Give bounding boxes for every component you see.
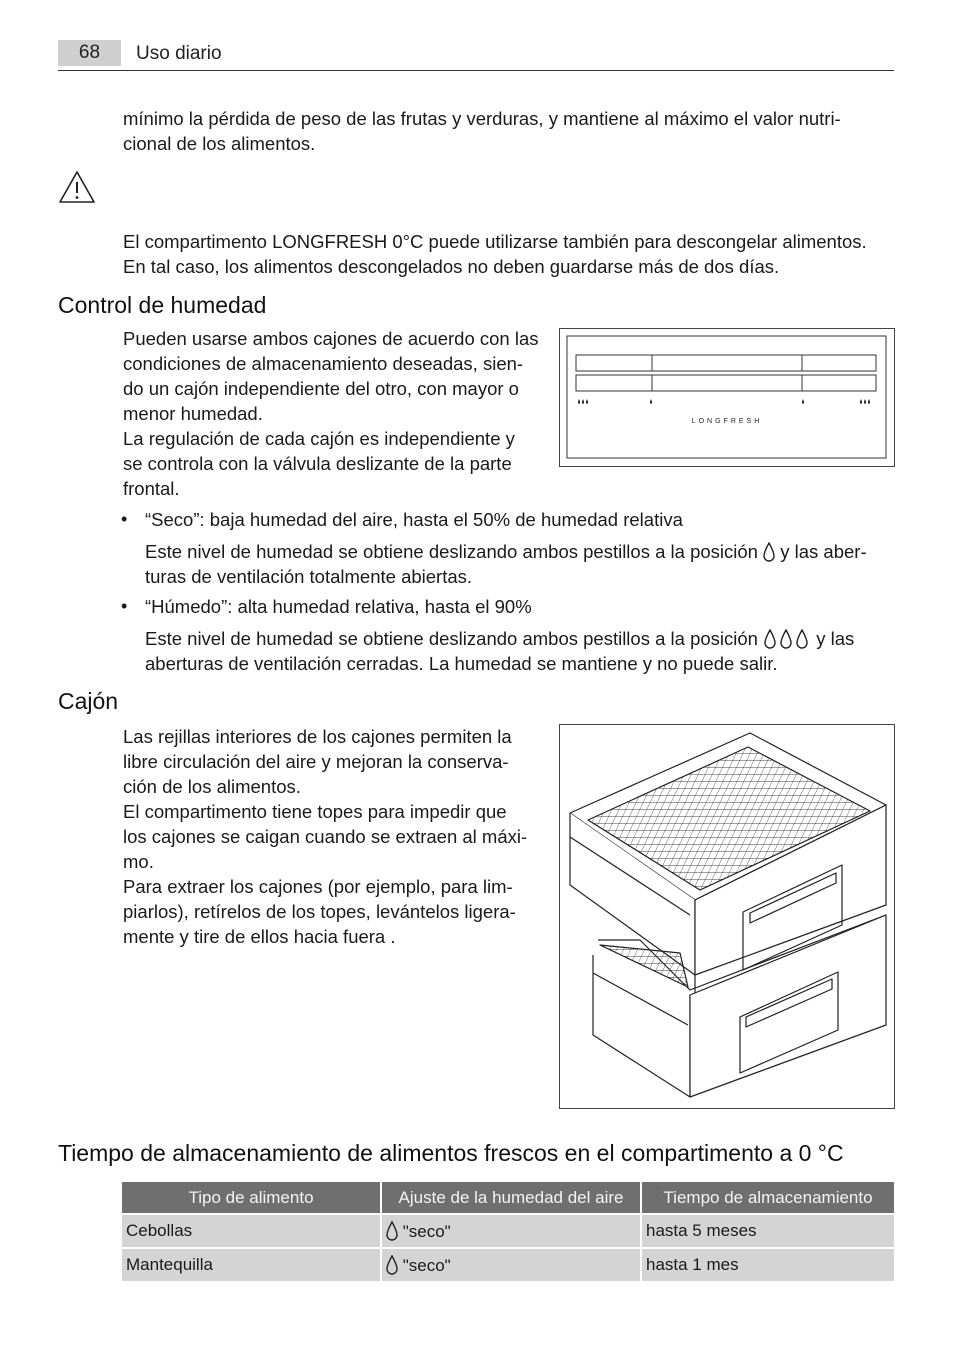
bullet-dry: “Seco”: baja humedad del aire, hasta el 50% de humedad relativa bbox=[145, 509, 683, 530]
humidity-cell bbox=[382, 1215, 640, 1247]
storage-table bbox=[120, 1180, 896, 1283]
header-section-title: Uso diario bbox=[136, 43, 222, 64]
humidity-line: Pueden usarse ambos cajones de acuerdo con las bbox=[123, 328, 539, 349]
water-drop-icon bbox=[763, 542, 775, 562]
column-header: Tiempo de almacenamiento bbox=[642, 1182, 894, 1213]
drawers-illustration bbox=[559, 724, 895, 1109]
drawer-line: Para extraer los cajones (por ejemplo, para lim- bbox=[123, 876, 513, 897]
drawer-line: los cajones se caigan cuando se extraen al máxi- bbox=[123, 826, 528, 847]
humidity-paragraph bbox=[123, 326, 539, 501]
drawers-drawing bbox=[560, 725, 894, 1108]
dry-desc-text: Este nivel de humedad se obtiene deslizando ambos pestillos a la posición bbox=[145, 541, 758, 562]
warning-line: En tal caso, los alimentos descongelados no deben guardarse más de dos días. bbox=[123, 256, 780, 277]
intro-line: cional de los alimentos. bbox=[123, 133, 316, 154]
water-drop-icon bbox=[386, 1255, 398, 1275]
drawer-line: Las rejillas interiores de los cajones permiten la bbox=[123, 726, 512, 747]
drawer-line: piarlos), retírelos de los topes, levántelos ligera- bbox=[123, 901, 516, 922]
bullet-humid-description bbox=[145, 626, 905, 676]
food-cell: Cebollas bbox=[122, 1215, 380, 1247]
humid-desc-text: y las bbox=[816, 628, 855, 649]
humidity-line: frontal. bbox=[123, 478, 180, 499]
humidity-slider-diagram bbox=[560, 329, 894, 466]
drawer-line: mente y tire de ellos hacia fuera . bbox=[123, 926, 396, 947]
humidity-line: La regulación de cada cajón es independiente y bbox=[123, 428, 515, 449]
intro-line: mínimo la pérdida de peso de las frutas y verduras, y mantiene al máximo el valor nutri- bbox=[123, 108, 841, 129]
table-row bbox=[122, 1215, 894, 1247]
humidity-panel-figure bbox=[559, 328, 895, 467]
drawer-line: mo. bbox=[123, 851, 154, 872]
warning-paragraph bbox=[123, 229, 867, 279]
humid-desc-text: aberturas de ventilación cerradas. La humedad se mantiene y no puede salir. bbox=[145, 653, 778, 674]
humidity-section-title: Control de humedad bbox=[58, 292, 267, 318]
drawer-paragraph bbox=[123, 724, 527, 949]
warning-triangle-icon bbox=[58, 170, 96, 204]
dry-desc-text: y las aber- bbox=[780, 541, 867, 562]
storage-section-title: Tiempo de almacenamiento de alimentos frescos en el compartimento a 0 °C bbox=[58, 1140, 844, 1166]
time-cell: hasta 1 mes bbox=[642, 1249, 894, 1281]
column-header: Tipo de alimento bbox=[122, 1182, 380, 1213]
humidity-line: condiciones de almacenamiento deseadas, sien- bbox=[123, 353, 524, 374]
table-header-row bbox=[122, 1182, 894, 1213]
humidity-cell bbox=[382, 1249, 640, 1281]
column-header: Ajuste de la humedad del aire bbox=[382, 1182, 640, 1213]
humidity-value: "seco" bbox=[402, 1221, 451, 1241]
bullet-icon: • bbox=[121, 509, 128, 529]
humidity-value: "seco" bbox=[402, 1255, 451, 1275]
time-cell: hasta 5 meses bbox=[642, 1215, 894, 1247]
bullet-humid: “Húmedo”: alta humedad relativa, hasta el 90% bbox=[145, 596, 532, 617]
warning-line: El compartimento LONGFRESH 0°C puede utilizarse también para descongelar alimentos. bbox=[123, 231, 867, 252]
humidity-line: do un cajón independiente del otro, con mayor o bbox=[123, 378, 519, 399]
dry-desc-text: turas de ventilación totalmente abiertas. bbox=[145, 566, 473, 587]
panel-brand-label: LONGFRESH bbox=[691, 418, 763, 425]
drawer-line: ción de los alimentos. bbox=[123, 776, 301, 797]
intro-paragraph bbox=[123, 106, 841, 156]
page-number: 68 bbox=[58, 40, 121, 66]
water-drops-three-icon bbox=[763, 629, 811, 649]
water-drop-icon bbox=[386, 1221, 398, 1241]
humid-desc-text: Este nivel de humedad se obtiene deslizando ambos pestillos a la posición bbox=[145, 628, 758, 649]
table-row bbox=[122, 1249, 894, 1281]
humidity-line: menor humedad. bbox=[123, 403, 263, 424]
drawer-line: El compartimento tiene topes para impedir que bbox=[123, 801, 507, 822]
header-divider bbox=[58, 70, 894, 71]
bullet-icon: • bbox=[121, 596, 128, 616]
bullet-dry-description bbox=[145, 539, 905, 589]
humidity-line: se controla con la válvula deslizante de la parte bbox=[123, 453, 512, 474]
drawer-line: libre circulación del aire y mejoran la conserva- bbox=[123, 751, 509, 772]
drawer-section-title: Cajón bbox=[58, 688, 119, 714]
food-cell: Mantequilla bbox=[122, 1249, 380, 1281]
